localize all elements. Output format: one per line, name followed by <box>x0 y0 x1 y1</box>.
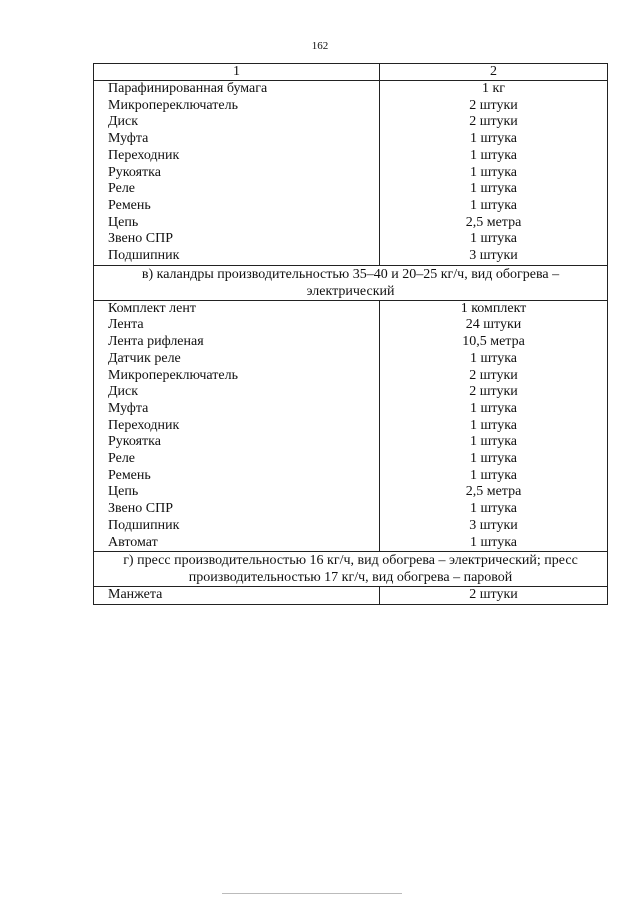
table-row <box>94 351 608 368</box>
table-row <box>94 418 608 435</box>
table-row <box>94 401 608 418</box>
item-name: Звено СПР <box>94 501 380 518</box>
table-row <box>94 300 608 317</box>
item-name: Переходник <box>94 418 380 435</box>
section-heading: в) каландры производительностью 35–40 и 20–25 кг/ч, вид обогрева – электрический <box>94 265 608 300</box>
item-name: Лента рифленая <box>94 334 380 351</box>
table-row <box>94 434 608 451</box>
item-quantity: 1 штука <box>380 501 608 518</box>
table-row <box>94 181 608 198</box>
item-quantity: 2 штуки <box>380 98 608 115</box>
column-header-1: 1 <box>94 64 380 81</box>
table-row <box>94 518 608 535</box>
item-name: Ремень <box>94 468 380 485</box>
item-name: Парафинированная бумага <box>94 81 380 98</box>
item-quantity: 2 штуки <box>380 114 608 131</box>
table-header-row <box>94 64 608 81</box>
item-quantity: 1 кг <box>380 81 608 98</box>
item-name: Ремень <box>94 198 380 215</box>
item-quantity: 1 штука <box>380 418 608 435</box>
item-name: Микропереключатель <box>94 368 380 385</box>
item-quantity: 1 штука <box>380 351 608 368</box>
table-row <box>94 368 608 385</box>
table-row <box>94 231 608 248</box>
table-row <box>94 165 608 182</box>
table-row <box>94 468 608 485</box>
item-name: Цепь <box>94 215 380 232</box>
item-quantity: 2,5 метра <box>380 215 608 232</box>
table-row <box>94 198 608 215</box>
item-name: Подшипник <box>94 518 380 535</box>
item-quantity: 1 штука <box>380 165 608 182</box>
section-heading-row <box>94 552 608 587</box>
item-quantity: 2 штуки <box>380 587 608 605</box>
section-heading-row <box>94 265 608 300</box>
table-row <box>94 334 608 351</box>
scan-edge-line <box>222 893 402 894</box>
page-number: 162 <box>311 40 329 52</box>
item-quantity: 1 штука <box>380 181 608 198</box>
table-row <box>94 248 608 265</box>
item-name: Муфта <box>94 131 380 148</box>
item-quantity: 1 штука <box>380 198 608 215</box>
table-row <box>94 535 608 552</box>
item-name: Манжета <box>94 587 380 605</box>
item-quantity: 10,5 метра <box>380 334 608 351</box>
item-quantity: 1 штука <box>380 148 608 165</box>
item-quantity: 1 комплект <box>380 300 608 317</box>
table-row <box>94 148 608 165</box>
table-row <box>94 587 608 605</box>
item-name: Подшипник <box>94 248 380 265</box>
section-heading: г) пресс производительностью 16 кг/ч, вид обогрева – электрический; пресс производительностью 17 кг/ч, вид обогрева – паровой <box>94 552 608 587</box>
item-name: Цепь <box>94 484 380 501</box>
item-name: Комплект лент <box>94 300 380 317</box>
item-quantity: 1 штука <box>380 434 608 451</box>
column-header-2: 2 <box>380 64 608 81</box>
item-name: Датчик реле <box>94 351 380 368</box>
item-name: Реле <box>94 181 380 198</box>
item-name: Рукоятка <box>94 434 380 451</box>
item-quantity: 1 штука <box>380 468 608 485</box>
item-name: Диск <box>94 384 380 401</box>
table-row <box>94 451 608 468</box>
table-row <box>94 484 608 501</box>
table-row <box>94 384 608 401</box>
table-row <box>94 215 608 232</box>
item-name: Реле <box>94 451 380 468</box>
spare-parts-table-body <box>94 64 608 605</box>
table-row <box>94 114 608 131</box>
item-name: Микропереключатель <box>94 98 380 115</box>
item-quantity: 1 штука <box>380 401 608 418</box>
item-name: Переходник <box>94 148 380 165</box>
item-name: Звено СПР <box>94 231 380 248</box>
item-quantity: 24 штуки <box>380 317 608 334</box>
item-quantity: 2 штуки <box>380 368 608 385</box>
item-quantity: 3 штуки <box>380 518 608 535</box>
item-name: Диск <box>94 114 380 131</box>
item-quantity: 1 штука <box>380 535 608 552</box>
table-row <box>94 98 608 115</box>
item-quantity: 2,5 метра <box>380 484 608 501</box>
item-name: Автомат <box>94 535 380 552</box>
table-row <box>94 501 608 518</box>
spare-parts-table <box>93 63 608 605</box>
item-quantity: 2 штуки <box>380 384 608 401</box>
item-quantity: 1 штука <box>380 451 608 468</box>
table-row <box>94 81 608 98</box>
table-row <box>94 317 608 334</box>
item-name: Рукоятка <box>94 165 380 182</box>
item-name: Лента <box>94 317 380 334</box>
item-quantity: 3 штуки <box>380 248 608 265</box>
item-quantity: 1 штука <box>380 231 608 248</box>
item-name: Муфта <box>94 401 380 418</box>
table-row <box>94 131 608 148</box>
item-quantity: 1 штука <box>380 131 608 148</box>
